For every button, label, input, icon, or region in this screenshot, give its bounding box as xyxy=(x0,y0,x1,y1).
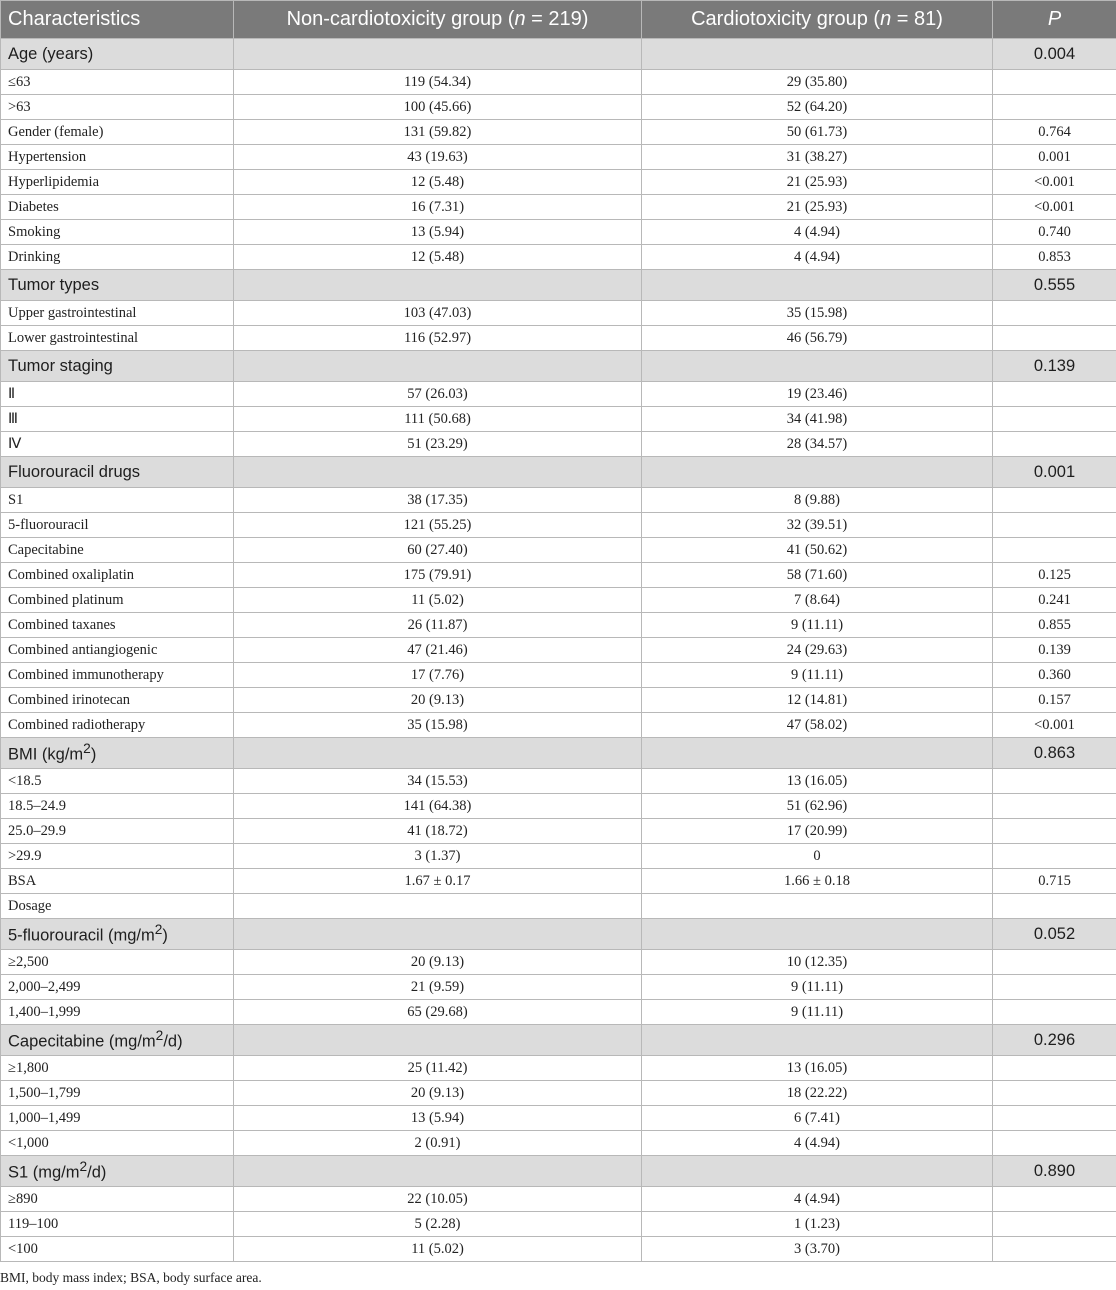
table-row xyxy=(1,638,1116,663)
table-row xyxy=(1,301,1116,326)
cardiotoxicity-value: 4 (4.94) xyxy=(642,1187,993,1212)
table-row xyxy=(1,245,1116,270)
non-cardiotoxicity-value: 5 (2.28) xyxy=(234,1212,642,1237)
section-label-text: Capecitabine (mg/m xyxy=(8,1032,156,1051)
cardiotoxicity-value: 10 (12.35) xyxy=(642,950,993,975)
section-label-tail: /d) xyxy=(163,1032,183,1051)
p-value: <0.001 xyxy=(993,713,1116,738)
superscript: 2 xyxy=(79,1159,88,1175)
section-p-value: 0.139 xyxy=(993,351,1116,382)
row-label: 2,000–2,499 xyxy=(1,975,234,1000)
section-empty-cell xyxy=(642,1156,993,1187)
cardiotoxicity-value: 9 (11.11) xyxy=(642,663,993,688)
row-label: Diabetes xyxy=(1,195,234,220)
p-value: <0.001 xyxy=(993,195,1116,220)
section-empty-cell xyxy=(234,1156,642,1187)
p-value xyxy=(993,488,1116,513)
cardiotoxicity-value: 21 (25.93) xyxy=(642,195,993,220)
non-cardiotoxicity-value: 121 (55.25) xyxy=(234,513,642,538)
p-value: 0.157 xyxy=(993,688,1116,713)
section-label xyxy=(1,457,234,488)
cardiotoxicity-value: 32 (39.51) xyxy=(642,513,993,538)
table-row xyxy=(1,588,1116,613)
p-value: 0.764 xyxy=(993,120,1116,145)
cardiotoxicity-value: 13 (16.05) xyxy=(642,769,993,794)
section-label xyxy=(1,1025,234,1056)
cardiotoxicity-value: 35 (15.98) xyxy=(642,301,993,326)
section-empty-cell xyxy=(234,738,642,769)
cardiotoxicity-value: 4 (4.94) xyxy=(642,1131,993,1156)
cardiotoxicity-value: 8 (9.88) xyxy=(642,488,993,513)
header-non-cardiotoxicity-group: Non-cardiotoxicity group (n = 219) xyxy=(234,1,642,39)
table-row xyxy=(1,538,1116,563)
table-row xyxy=(1,869,1116,894)
cardiotoxicity-value: 12 (14.81) xyxy=(642,688,993,713)
cardiotoxicity-value: 7 (8.64) xyxy=(642,588,993,613)
p-value xyxy=(993,407,1116,432)
non-cardiotoxicity-value: 12 (5.48) xyxy=(234,245,642,270)
row-label: >29.9 xyxy=(1,844,234,869)
cardiotoxicity-value: 24 (29.63) xyxy=(642,638,993,663)
row-label: Hyperlipidemia xyxy=(1,170,234,195)
table-row xyxy=(1,950,1116,975)
section-p-value: 0.001 xyxy=(993,457,1116,488)
non-cardiotoxicity-value: 35 (15.98) xyxy=(234,713,642,738)
header-characteristics: Characteristics xyxy=(1,1,234,39)
table-row xyxy=(1,95,1116,120)
row-label: <18.5 xyxy=(1,769,234,794)
row-label: Combined taxanes xyxy=(1,613,234,638)
section-label xyxy=(1,39,234,70)
cardiotoxicity-value: 4 (4.94) xyxy=(642,220,993,245)
cardiotoxicity-value: 47 (58.02) xyxy=(642,713,993,738)
header-p-value: P xyxy=(993,1,1116,39)
section-label-tail: /d) xyxy=(87,1163,107,1182)
cardiotoxicity-value: 18 (22.22) xyxy=(642,1081,993,1106)
table-row xyxy=(1,769,1116,794)
non-cardiotoxicity-value xyxy=(234,894,642,919)
non-cardiotoxicity-value: 11 (5.02) xyxy=(234,588,642,613)
table-row xyxy=(1,407,1116,432)
section-empty-cell xyxy=(234,1025,642,1056)
superscript: 2 xyxy=(154,922,163,938)
cardiotoxicity-value: 34 (41.98) xyxy=(642,407,993,432)
p-value: 0.001 xyxy=(993,145,1116,170)
section-p-value: 0.863 xyxy=(993,738,1116,769)
section-label-text: BMI (kg/m xyxy=(8,745,84,764)
row-label: 18.5–24.9 xyxy=(1,794,234,819)
row-label: Combined irinotecan xyxy=(1,688,234,713)
section-empty-cell xyxy=(234,351,642,382)
p-value xyxy=(993,432,1116,457)
cardiotoxicity-value: 9 (11.11) xyxy=(642,613,993,638)
cardiotoxicity-value: 9 (11.11) xyxy=(642,975,993,1000)
cardiotoxicity-value: 52 (64.20) xyxy=(642,95,993,120)
row-label: ≤63 xyxy=(1,70,234,95)
section-row xyxy=(1,1156,1116,1187)
non-cardiotoxicity-value: 20 (9.13) xyxy=(234,688,642,713)
header-row xyxy=(1,1,1116,39)
table-row xyxy=(1,120,1116,145)
non-cardiotoxicity-value: 41 (18.72) xyxy=(234,819,642,844)
row-label: Combined immunotherapy xyxy=(1,663,234,688)
table-row xyxy=(1,326,1116,351)
superscript: 2 xyxy=(155,1028,164,1044)
row-label: Combined antiangiogenic xyxy=(1,638,234,663)
section-empty-cell xyxy=(234,39,642,70)
non-cardiotoxicity-value: 21 (9.59) xyxy=(234,975,642,1000)
row-label: Smoking xyxy=(1,220,234,245)
non-cardiotoxicity-value: 38 (17.35) xyxy=(234,488,642,513)
cardiotoxicity-value: 58 (71.60) xyxy=(642,563,993,588)
section-empty-cell xyxy=(234,457,642,488)
section-label-text: Tumor staging xyxy=(8,356,113,375)
section-row xyxy=(1,1025,1116,1056)
section-label-text: S1 (mg/m xyxy=(8,1163,80,1182)
non-cardiotoxicity-value: 60 (27.40) xyxy=(234,538,642,563)
p-value xyxy=(993,382,1116,407)
cardiotoxicity-value: 41 (50.62) xyxy=(642,538,993,563)
non-cardiotoxicity-value: 141 (64.38) xyxy=(234,794,642,819)
non-cardiotoxicity-value: 175 (79.91) xyxy=(234,563,642,588)
non-cardiotoxicity-value: 22 (10.05) xyxy=(234,1187,642,1212)
table-row xyxy=(1,1000,1116,1025)
non-cardiotoxicity-value: 34 (15.53) xyxy=(234,769,642,794)
table-row xyxy=(1,663,1116,688)
section-empty-cell xyxy=(234,270,642,301)
section-row xyxy=(1,351,1116,382)
p-value xyxy=(993,513,1116,538)
p-value xyxy=(993,301,1116,326)
non-cardiotoxicity-value: 119 (54.34) xyxy=(234,70,642,95)
cardiotoxicity-value: 21 (25.93) xyxy=(642,170,993,195)
cardiotoxicity-value: 50 (61.73) xyxy=(642,120,993,145)
section-empty-cell xyxy=(642,457,993,488)
cardiotoxicity-value: 6 (7.41) xyxy=(642,1106,993,1131)
row-label: Gender (female) xyxy=(1,120,234,145)
section-row xyxy=(1,919,1116,950)
table-row xyxy=(1,1212,1116,1237)
p-value: 0.853 xyxy=(993,245,1116,270)
table-header xyxy=(1,1,1116,39)
p-value xyxy=(993,1056,1116,1081)
non-cardiotoxicity-value: 47 (21.46) xyxy=(234,638,642,663)
non-cardiotoxicity-value: 25 (11.42) xyxy=(234,1056,642,1081)
non-cardiotoxicity-value: 13 (5.94) xyxy=(234,220,642,245)
row-label: Combined radiotherapy xyxy=(1,713,234,738)
non-cardiotoxicity-value: 103 (47.03) xyxy=(234,301,642,326)
p-value xyxy=(993,794,1116,819)
cardiotoxicity-value: 19 (23.46) xyxy=(642,382,993,407)
p-value xyxy=(993,95,1116,120)
row-label: 1,500–1,799 xyxy=(1,1081,234,1106)
row-label: 25.0–29.9 xyxy=(1,819,234,844)
non-cardiotoxicity-value: 43 (19.63) xyxy=(234,145,642,170)
table-row xyxy=(1,145,1116,170)
row-label: ≥890 xyxy=(1,1187,234,1212)
row-label: 1,000–1,499 xyxy=(1,1106,234,1131)
cardiotoxicity-value: 46 (56.79) xyxy=(642,326,993,351)
non-cardiotoxicity-value: 11 (5.02) xyxy=(234,1237,642,1262)
section-empty-cell xyxy=(642,351,993,382)
section-row xyxy=(1,39,1116,70)
p-value: 0.360 xyxy=(993,663,1116,688)
row-label: Dosage xyxy=(1,894,234,919)
row-label: Ⅲ xyxy=(1,407,234,432)
section-empty-cell xyxy=(642,738,993,769)
p-value xyxy=(993,326,1116,351)
table-row xyxy=(1,894,1116,919)
table-row xyxy=(1,488,1116,513)
p-value xyxy=(993,894,1116,919)
section-p-value: 0.890 xyxy=(993,1156,1116,1187)
table-row xyxy=(1,794,1116,819)
non-cardiotoxicity-value: 20 (9.13) xyxy=(234,950,642,975)
section-row xyxy=(1,457,1116,488)
p-value xyxy=(993,1131,1116,1156)
p-value xyxy=(993,1187,1116,1212)
table-row xyxy=(1,713,1116,738)
cardiotoxicity-value: 0 xyxy=(642,844,993,869)
section-label-text: Tumor types xyxy=(8,275,100,294)
row-label: Hypertension xyxy=(1,145,234,170)
table-row xyxy=(1,70,1116,95)
row-label: Drinking xyxy=(1,245,234,270)
table-footnote: BMI, body mass index; BSA, body surface area. xyxy=(0,1270,262,1285)
section-p-value: 0.052 xyxy=(993,919,1116,950)
cardiotoxicity-value: 31 (38.27) xyxy=(642,145,993,170)
p-value xyxy=(993,769,1116,794)
section-label xyxy=(1,1156,234,1187)
table-row xyxy=(1,513,1116,538)
table-row xyxy=(1,688,1116,713)
p-value xyxy=(993,819,1116,844)
row-label: Ⅳ xyxy=(1,432,234,457)
row-label: 5-fluorouracil xyxy=(1,513,234,538)
p-value xyxy=(993,844,1116,869)
row-label: S1 xyxy=(1,488,234,513)
section-label-tail: ) xyxy=(162,926,168,945)
p-value xyxy=(993,1000,1116,1025)
table-row xyxy=(1,1131,1116,1156)
row-label: 1,400–1,999 xyxy=(1,1000,234,1025)
non-cardiotoxicity-value: 51 (23.29) xyxy=(234,432,642,457)
section-label xyxy=(1,351,234,382)
section-empty-cell xyxy=(642,919,993,950)
p-value: <0.001 xyxy=(993,170,1116,195)
row-label: ≥2,500 xyxy=(1,950,234,975)
p-value: 0.740 xyxy=(993,220,1116,245)
section-label-text: Age (years) xyxy=(8,44,94,63)
section-label xyxy=(1,738,234,769)
non-cardiotoxicity-value: 100 (45.66) xyxy=(234,95,642,120)
row-label: <100 xyxy=(1,1237,234,1262)
section-label-tail: ) xyxy=(90,745,97,764)
section-label xyxy=(1,270,234,301)
non-cardiotoxicity-value: 26 (11.87) xyxy=(234,613,642,638)
section-label xyxy=(1,919,234,950)
non-cardiotoxicity-value: 65 (29.68) xyxy=(234,1000,642,1025)
section-row xyxy=(1,738,1116,769)
row-label: >63 xyxy=(1,95,234,120)
non-cardiotoxicity-value: 1.67 ± 0.17 xyxy=(234,869,642,894)
row-label: Combined platinum xyxy=(1,588,234,613)
section-label-text: Fluorouracil drugs xyxy=(8,462,141,481)
cardiotoxicity-value: 1 (1.23) xyxy=(642,1212,993,1237)
section-empty-cell xyxy=(642,1025,993,1056)
superscript: 2 xyxy=(83,741,91,757)
p-value xyxy=(993,70,1116,95)
row-label: Combined oxaliplatin xyxy=(1,563,234,588)
p-value xyxy=(993,1106,1116,1131)
section-p-value: 0.296 xyxy=(993,1025,1116,1056)
table-row xyxy=(1,432,1116,457)
non-cardiotoxicity-value: 2 (0.91) xyxy=(234,1131,642,1156)
row-label: BSA xyxy=(1,869,234,894)
row-label: Lower gastrointestinal xyxy=(1,326,234,351)
p-value: 0.241 xyxy=(993,588,1116,613)
row-label: <1,000 xyxy=(1,1131,234,1156)
non-cardiotoxicity-value: 131 (59.82) xyxy=(234,120,642,145)
cardiotoxicity-value: 9 (11.11) xyxy=(642,1000,993,1025)
table-row xyxy=(1,844,1116,869)
table-row xyxy=(1,613,1116,638)
row-label: ≥1,800 xyxy=(1,1056,234,1081)
cardiotoxicity-value: 29 (35.80) xyxy=(642,70,993,95)
cardiotoxicity-value: 4 (4.94) xyxy=(642,245,993,270)
cardiotoxicity-value: 28 (34.57) xyxy=(642,432,993,457)
table-row xyxy=(1,819,1116,844)
cardiotoxicity-value: 1.66 ± 0.18 xyxy=(642,869,993,894)
p-value: 0.715 xyxy=(993,869,1116,894)
cardiotoxicity-value: 13 (16.05) xyxy=(642,1056,993,1081)
non-cardiotoxicity-value: 111 (50.68) xyxy=(234,407,642,432)
section-empty-cell xyxy=(642,270,993,301)
table-row xyxy=(1,1081,1116,1106)
table-row xyxy=(1,382,1116,407)
cardiotoxicity-value: 17 (20.99) xyxy=(642,819,993,844)
section-empty-cell xyxy=(642,39,993,70)
header-cardiotoxicity-group: Cardiotoxicity group (n = 81) xyxy=(642,1,993,39)
p-value xyxy=(993,950,1116,975)
table-row xyxy=(1,975,1116,1000)
p-value: 0.855 xyxy=(993,613,1116,638)
table-row xyxy=(1,1056,1116,1081)
table-row xyxy=(1,170,1116,195)
non-cardiotoxicity-value: 3 (1.37) xyxy=(234,844,642,869)
table-row xyxy=(1,1187,1116,1212)
non-cardiotoxicity-value: 13 (5.94) xyxy=(234,1106,642,1131)
table-row xyxy=(1,563,1116,588)
non-cardiotoxicity-value: 20 (9.13) xyxy=(234,1081,642,1106)
non-cardiotoxicity-value: 12 (5.48) xyxy=(234,170,642,195)
row-label: Upper gastrointestinal xyxy=(1,301,234,326)
row-label: Capecitabine xyxy=(1,538,234,563)
section-p-value: 0.004 xyxy=(993,39,1116,70)
table-row xyxy=(1,195,1116,220)
p-value xyxy=(993,1212,1116,1237)
section-row xyxy=(1,270,1116,301)
section-label-text: 5-fluorouracil (mg/m xyxy=(8,926,155,945)
section-p-value: 0.555 xyxy=(993,270,1116,301)
cardiotoxicity-value: 51 (62.96) xyxy=(642,794,993,819)
p-value xyxy=(993,1081,1116,1106)
non-cardiotoxicity-value: 57 (26.03) xyxy=(234,382,642,407)
row-label: Ⅱ xyxy=(1,382,234,407)
row-label: 119–100 xyxy=(1,1212,234,1237)
p-value xyxy=(993,975,1116,1000)
cardiotoxicity-value xyxy=(642,894,993,919)
non-cardiotoxicity-value: 116 (52.97) xyxy=(234,326,642,351)
non-cardiotoxicity-value: 16 (7.31) xyxy=(234,195,642,220)
non-cardiotoxicity-value: 17 (7.76) xyxy=(234,663,642,688)
table-row xyxy=(1,1106,1116,1131)
table-row xyxy=(1,220,1116,245)
table-row xyxy=(1,1237,1116,1262)
p-value xyxy=(993,1237,1116,1262)
p-value: 0.139 xyxy=(993,638,1116,663)
p-value: 0.125 xyxy=(993,563,1116,588)
cardiotoxicity-value: 3 (3.70) xyxy=(642,1237,993,1262)
p-value xyxy=(993,538,1116,563)
section-empty-cell xyxy=(234,919,642,950)
table-body xyxy=(1,39,1116,1262)
